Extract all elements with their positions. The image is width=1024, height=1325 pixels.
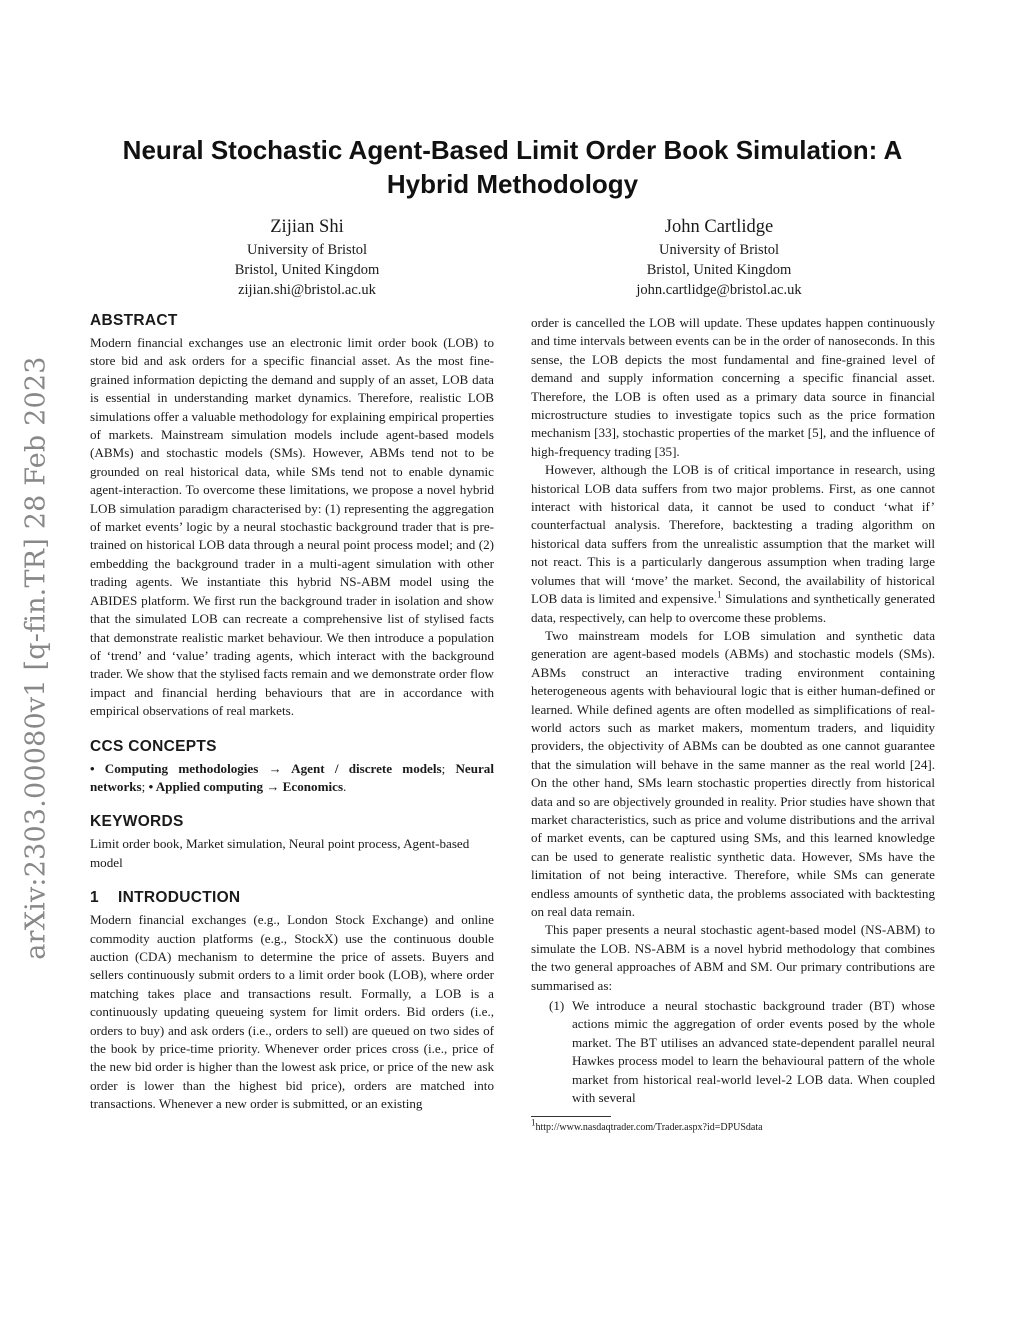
abstract-heading: ABSTRACT	[90, 312, 178, 329]
intro-paragraph-4: This paper presents a neural stochastic agent-based model (NS-ABM) to simulate the LOB. NS-ABM is a novel hybrid methodology that combines the two general approaches of ABM and SM. Our primary contributions are summarised as:	[531, 922, 935, 993]
author-location: Bristol, United Kingdom	[646, 262, 792, 278]
author-affiliation: University of Bristol	[658, 242, 780, 258]
intro-paragraph-2-end: Simulations and synthetically generated data, respectively, can help to overcome these problems.	[531, 591, 935, 625]
author-block-1	[142, 214, 472, 300]
ccs-concept-1: • Computing methodologies → Agent / discrete models	[90, 760, 442, 776]
ccs-concept-3: • Applied computing → Economics	[148, 778, 344, 794]
footnote-divider	[531, 1116, 611, 1117]
title-line-2: Hybrid Methodology	[386, 169, 639, 199]
intro-paragraph-2	[531, 461, 935, 627]
author-email[interactable]: john.cartlidge@bristol.ac.uk	[636, 282, 802, 298]
abstract-text: Modern financial exchanges use an electronic limit order book (LOB) to store bid and ask orders for a specific financial asset. As the most fine-grained information depicting the demand and supply of an asset, LOB data is essential in understanding market dynamics. Therefore, realistic LOB simulations offer a valuable methodology for explaining empirical properties of markets. Mainstream simulation models include agent-based models (ABMs) and stochastic models (SMs). However, ABMs tend not to be grounded on real historical data, while SMs tend not to enable dynamic agent-interaction. To overcome these limitations, we propose a novel hybrid LOB simulation paradigm characterised by: (1) representing the aggregation of market events’ logic by a neural stochastic background trader that is pre-trained on historical LOB data through a neural point process model; and (2) embedding the background trader in a multi-agent simulation with other trading agents. We instantiate this hybrid NS-ABM model using the ABIDES platform. We first run the background trader in isolation and show that the simulated LOB can recreate a comprehensive list of stylised facts that demonstrate realistic market behaviour. We then introduce a population of ‘trend’ and ‘value’ trading agents, which interact with the background trader. We show that the stylised facts remain and we demonstrate order flow impact and financial herding behaviours that are in accordance with empirical observations of real markets.	[90, 335, 494, 719]
author-block-2	[554, 214, 884, 300]
author-name: John Cartlidge	[664, 217, 774, 237]
ccs-concept-2: Neural networks	[90, 760, 494, 794]
intro-heading	[90, 888, 494, 908]
author-affiliation: University of Bristol	[246, 242, 368, 258]
author-name: Zijian Shi	[270, 217, 344, 237]
section-title: INTRODUCTION	[118, 889, 241, 907]
right-column	[531, 314, 935, 1134]
footnote	[531, 1118, 935, 1134]
ccs-heading: CCS CONCEPTS	[90, 737, 217, 755]
intro-paragraph-1: Modern financial exchanges (e.g., London Stock Exchange) and online commodity auction platforms (e.g., StockX) use the continuous double auction (CDA) mechanism to determine the price of assets. Buyers and sellers continuously submit orders to a limit order book (LOB), where order matching takes place and transactions result. Formally, a LOB is a continuously updating queueing system for limit orders. Bid orders (i.e., orders to buy) and ask orders (i.e., orders to sell) are queued on two sides of the book by price-time priority. Whenever order prices cross (i.e., price of the new bid order is higher than the lowest ask price, or price of the new ask order is lower than the highest bid price), orders are matched into transactions. Whenever a new order is submitted, or an existing	[90, 912, 494, 1112]
author-location: Bristol, United Kingdom	[234, 262, 380, 278]
paper-title	[90, 133, 935, 201]
arxiv-watermark	[8, 345, 64, 970]
arxiv-id: arXiv:2303.00080v1 [q-fin.TR] 28 Feb 2023	[20, 355, 52, 960]
contribution-number: (1)	[549, 998, 565, 1014]
keywords-text: Limit order book, Market simulation, Neural point process, Agent-based model	[90, 836, 470, 870]
ccs-separator: ;	[141, 778, 149, 794]
author-email[interactable]: zijian.shi@bristol.ac.uk	[238, 282, 376, 298]
footnote-mark: 1	[531, 1118, 536, 1129]
section-number: 1	[90, 889, 99, 907]
ccs-separator: ;	[441, 760, 456, 776]
intro-paragraph-3: Two mainstream models for LOB simulation and synthetic data generation are agent-based models (ABMs) and stochastic models (SMs). ABMs construct an interactive trading environment containing heterogeneous agents with behavioural logic that is either human-defined or learned. While defined agents are often modelled as simplifications of real-world actors such as market makers, momentum traders, and liquidity providers, the objectivity of ABMs can be doubted as one cannot guarantee that the simulation will behave in the same manner as the real world [24]. On the other hand, SMs learn stochastic properties directly from historical data and so are objectively grounded in reality. Prior studies have shown that market characteristics, such as price and volume distributions and the arrival of market events, can be captured using SMs, and this learned knowledge can be used to generate realistic synthetic data. However, SMs have the limitation of not being interactive. Therefore, while SMs can generate endless amounts of synthetic data, the problems associated with backtesting on real data remain.	[531, 627, 935, 919]
contribution-item	[531, 997, 935, 1107]
footnote-marker[interactable]: 1	[717, 589, 722, 600]
title-line-1: Neural Stochastic Agent-Based Limit Order Book Simulation: A	[122, 135, 903, 165]
contribution-text: We introduce a neural stochastic background trader (BT) whose actions mimic the aggregation of order events posed by the whole market. The BT utilises an advanced state-dependent parallel neural Hawkes process model to learn the behavioural pattern of the whole market from historical real-world level-2 LOB data. When coupled with several	[572, 998, 935, 1106]
intro-paragraph-1-continued: order is cancelled the LOB will update. These updates happen continuously and time intervals between events can be in the order of nanoseconds. In this sense, the LOB depicts the most fundamental and fine-grained level of demand and supply information concerning a specific financial asset. Therefore, the LOB is often used as a primary data source in financial microstructure studies to investigate topics such as the price formation mechanism [33], stochastic properties of the market [5], and the influence of high-frequency trading [35].	[531, 315, 935, 459]
footnote-url[interactable]: http://www.nasdaqtrader.com/Trader.aspx?id=DPUSdata	[535, 1122, 763, 1134]
ccs-end: .	[343, 778, 347, 794]
keywords-heading: KEYWORDS	[90, 813, 184, 831]
left-column	[90, 311, 494, 1114]
intro-paragraph-2-text: However, although the LOB is of critical importance in research, using historical LOB data suffers from two major problems. First, as one cannot interact with historical data, it cannot be used to conduct ‘what if’ counterfactual analysis. Therefore, backtesting a trading algorithm on historical data suffers from the unrealistic assumption that the market will not react. This is a particularly dangerous assumption when trading large volumes that will ‘move’ the market. Second, the availability of historical LOB data is limited and expensive.	[531, 462, 935, 607]
ccs-text	[90, 760, 494, 797]
